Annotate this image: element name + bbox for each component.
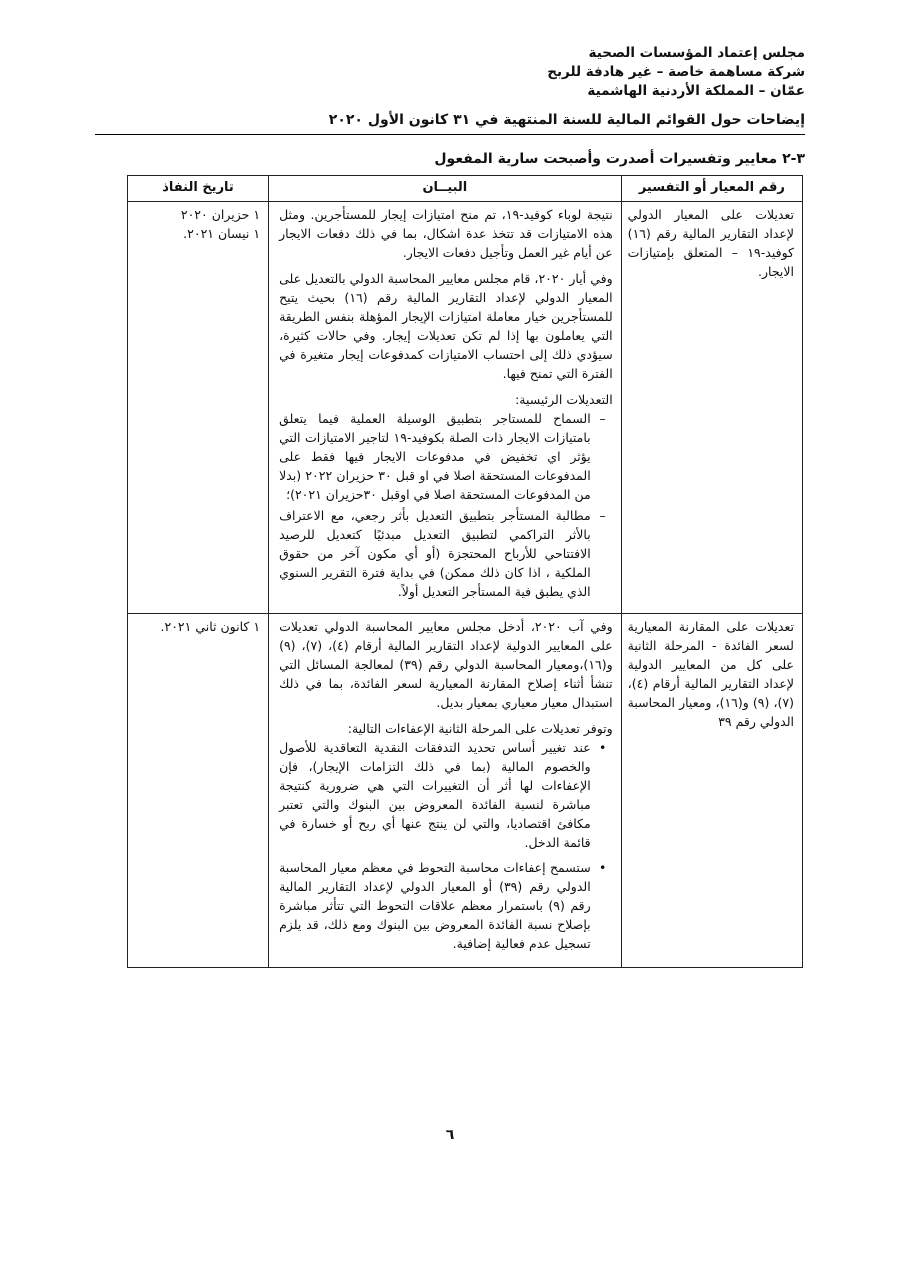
- list-item: [279, 409, 613, 504]
- column-header-description: البيــان: [269, 176, 622, 202]
- list-item: [279, 858, 613, 953]
- list-item-text: ستسمح إعفاءات محاسبة التحوط في معظم معيار المحاسبة الدولي رقم (٣٩) أو المعيار الدولي لإعداد التقارير المالية رقم (٩) باستمرار معظم علاقات التحوط التي تتأثر مباشرة بإصلاح نسبة الفائدة المعروض بين البنوك ومع ذلك، قد يلزم تسجيل عدم فعالية إضافية.: [279, 860, 591, 951]
- standard-cell: تعديلات على المعيار الدولي لإعداد التقارير المالية رقم (١٦) كوفيد-١٩ – المتعلق بإمتيازات الايجار.: [621, 202, 802, 614]
- dash-marker: –: [599, 508, 606, 523]
- column-header-standard: رقم المعيار أو التفسير: [621, 176, 802, 202]
- description-paragraph: وفي أيار ٢٠٢٠، قام مجلس معايير المحاسبة الدولي بالتعديل على المعيار الدولي لإعداد التقارير المالية رقم (١٦) بحيث يتيح للمستأجرين خيار معاملة امتيازات الإيجار المؤهلة بنفس الطريقة التي يعاملون بها إذا لم تكن تعديلات إيجار. وفي حالات كثيرة، سيؤدي ذلك إلى احتساب الامتيازات كمدفوعات إيجار متغيرة في الفترة التي تمنح فيها.: [279, 271, 613, 381]
- standard-cell: تعديلات على المقارنة المعيارية لسعر الفائدة - المرحلة الثانية على كل من المعايير الدولية لإعداد التقارير المالية أرقام (٤)، (٧)، (٩) و(١٦)، ومعيار المحاسبة الدولي رقم ٣٩: [621, 614, 802, 968]
- org-location-line: عمّان – المملكة الأردنية الهاشمية: [587, 83, 805, 99]
- list-item-text: عند تغيير أساس تحديد التدفقات النقدية التعاقدية للأصول والخصوم المالية (بما في ذلك التزامات الإيجار)، فإن الإعفاءات لها أثر أن التغييرات التي هي ضرورية كنتيجة مباشرة لنسبة الفائدة المعروض بين البنوك والتي تعتبر مكافئ اقتصاديا، والتي لن ينتج عنها أي ربح أو خسارة في قائمة الدخل.: [279, 740, 591, 850]
- list-title: التعديلات الرئيسية:: [515, 392, 613, 407]
- description-paragraph: نتيجة لوباء كوفيد-١٩، تم منح امتيازات إيجار للمستأجرين. ومثل هذه الامتيازات قد تتخذ عدة اشكال، بما في ذلك دفعات الايجار عن أيام غير العمل وتأجيل دفعات الايجار.: [279, 207, 613, 260]
- table-header-row: [128, 176, 803, 202]
- list-item-text: السماح للمستاجر بتطبيق الوسيلة العملية فيما يتعلق بامتيازات الايجار ذات الصلة بكوفيد-١٩ لتاجير الامتيازات التي يؤثر اي تخفيض في مدفوعات الايجار فيها فقط على المدفوعات المستحقة اصلا في او قبل ٣٠ حزيران ٢٠٢٢ (بدلا من المدفوعات المستحقة اصلا في اوقبل ٣٠حزيران ٢٠٢١)؛: [279, 411, 591, 502]
- org-name-line: مجلس إعتماد المؤسسات الصحية: [588, 45, 805, 61]
- description-cell: [269, 614, 622, 968]
- column-header-effective-date: تاريخ النفاذ: [128, 176, 269, 202]
- amendments-list: [279, 409, 613, 601]
- effective-date-cell: [128, 202, 269, 614]
- bullet-marker: •: [598, 740, 607, 755]
- organization-header: [385, 44, 805, 101]
- table-row: [128, 202, 803, 614]
- effective-date: ١ حزيران ٢٠٢٠: [180, 207, 261, 222]
- exemptions-list: [279, 738, 613, 953]
- org-type-line: شركة مساهمة خاصة – غير هادفة للربح: [547, 64, 805, 80]
- effective-date-cell: [128, 614, 269, 968]
- list-item-text: مطالبة المستأجر بتطبيق التعديل بأثر رجعي، مع الاعتراف بالأثر التراكمي لتطبيق التعديل مبدئيًا كتعديل للرصيد الافتتاحي للأرباح المحتجزة (أو أي مكون آخر من حقوق الملكية ، اذا كان ذلك ممكن) في بداية فترة التقرير السنوي الذي يطبق فية المستأجر التعديل أولاً.: [279, 508, 591, 599]
- list-item: [279, 738, 613, 852]
- section-heading: ٣-٢ معايير وتفسيرات أصدرت وأصبحت سارية المفعول: [434, 151, 805, 167]
- bullet-marker: •: [598, 860, 607, 875]
- effective-date: ١ كانون ثاني ٢٠٢١.: [160, 619, 261, 634]
- dash-marker: –: [599, 411, 606, 426]
- table-row: [128, 614, 803, 968]
- standards-table: [127, 175, 803, 968]
- page-number: ٦: [445, 1127, 455, 1143]
- effective-date: ١ نيسان ٢٠٢١.: [183, 226, 261, 241]
- description-paragraph: وفي آب ٢٠٢٠، أدخل مجلس معايير المحاسبة الدولي تعديلات على المعايير الدولية لإعداد التقارير المالية أرقام (٤)، (٧)، (٩) و(١٦)،ومعيار المحاسبة الدولي رقم (٣٩) لمعالجة المسائل التي تنشأ أثناء إصلاح المقارنة المعيارية لسعر الفائدة، بما في ذلك استبدال معيار معياري بمعيار بديل.: [279, 619, 613, 710]
- list-title: وتوفر تعديلات على المرحلة الثانية الإعفاءات التالية:: [347, 721, 613, 736]
- document-title: إيضاحات حول القوائم المالية للسنة المنتهية في ٣١ كانون الأول ٢٠٢٠: [95, 110, 805, 135]
- description-cell: [269, 202, 622, 614]
- list-item: [279, 506, 613, 601]
